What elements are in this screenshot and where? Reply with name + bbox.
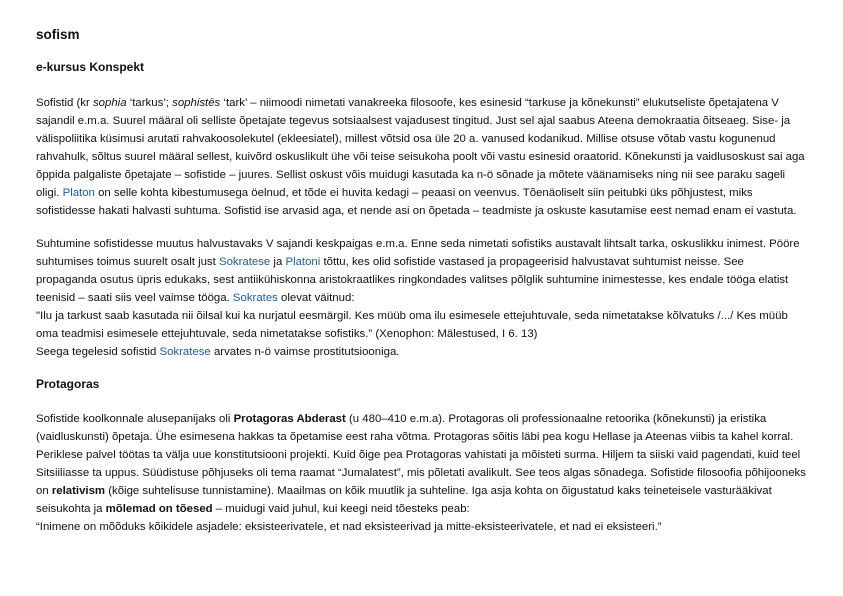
section-heading-protagoras: Protagoras (36, 377, 100, 391)
paragraph-protagoras (36, 410, 807, 536)
text-run: Sofistid (kr (36, 97, 93, 109)
page-title: sofism (36, 27, 80, 42)
paragraph-attitude (36, 235, 807, 361)
page-subtitle: e-kursus Konspekt (36, 60, 145, 74)
text-run: ja (270, 256, 286, 268)
text-run: Seega tegelesid sofistid (36, 346, 160, 358)
text-run: arvates n-ö vaimse prostitutsiooniga. (210, 346, 400, 358)
text-run: – muidugi vaid juhul, kui keegi neid tõesteks peab: (212, 503, 470, 515)
link-platon[interactable]: Platon (62, 187, 95, 199)
text-run: on selle kohta kibestumusega öelnud, et tõde ei huvita kedagi – peaasi on veenvus. Tõenäoliselt siin peitubki üks põhjustest, miks sofistidesse hakati halvasti suhtuma. Sofistid ise arvasid aga, et nende asi on õpetada – teadmiste ja oskuste kasutamise eest nemad enam ei vastuta. (36, 187, 797, 217)
text-run: ‘tark’ – niimoodi nimetati vanakreeka filosoofe, kes esinesid “tarkuse ja kõnekunsti” elukutseliste õpetajatena V sajandil e.m.a. Suurel määral oli selliste õpetajate tegevus sotsiaalsest vajadusest tingitud. Just sel ajal saabus Ateena demokraatia õitseaeg. Sise- ja välispoliitika küsimusi arutati rahvakoosolekutel (ekleesiatel), millest võtsid osa üle 20 a. vanused kodanikud. Millise otsuse võtab vastu kogunenud rahvahulk, sõltus suurel määral sellest, kuivõrd oskuslikult ühe või teise seisukoha poolt või vastu esinesid oraatorid. Kõnekunsti ja vaidlusoskust sai aga õppida palgaliste õpetajate – sofistide – juures. Sellist oskust võis muidugi kasutada ka n-ö sõnade ja mõtete väänamiseks ning nii see paraku sageli oligi. (36, 97, 805, 199)
italic-term-sophia: sophia (92, 97, 127, 109)
paragraph-intro (36, 94, 807, 220)
italic-term-sophistes: sophistēs (172, 97, 221, 109)
text-run: tõttu, kes olid sofistide vastased ja propageerisid halvustavat suhtumist neisse. See propaganda osutus üpris edukaks, sest antiikühiskonna aristokraatlikes ringkondades valitses põlglik suhtumine inimestesse, kes endale tööga elatist teenisid – saati siis veel vaimse tööga. (36, 256, 789, 304)
quote-protagoras: “Inimene on mõõduks kõikidele asjadele: eksisteerivatele, et nad eksisteerivad ja mitte-eksisteerivatele, et nad ei eksisteeri.” (36, 521, 662, 533)
link-sokrates[interactable]: Sokrates (232, 292, 278, 304)
link-sokratese-2[interactable]: Sokratese (159, 346, 211, 358)
bold-protagoras-abderast: Protagoras Abderast (233, 413, 346, 425)
text-run: (kõige suhtelisuse tunnistamine). Maailmas on kõik muutlik ja suhteline. Iga asja kohta on õigustatud kaks teineteisele vasturääkivat seisukohta ja (36, 485, 772, 515)
text-run: olevat väitnud: (277, 292, 355, 304)
bold-molemad-on-toesed: mõlemad on tõesed (105, 503, 213, 515)
text-run: Suhtumine sofistidesse muutus halvustavaks V sajandi keskpaigas e.m.a. Enne seda nimetati sofistiks austavalt lihtsalt tarka, oskuslikku inimest. Pööre suhtumises toimus suurelt osalt just (36, 238, 800, 268)
text-run: (u 480–410 e.m.a). Protagoras oli professionaalne retoorika (kõnekunsti) ja eristika (vaidluskunsti) õpetaja. Ühe esimesena hakkas ta õpetamise eest raha võtma. Protagoras sõitis läbi pea kogu Hellase ja Ateenas viibis ta kahel korral. Periklese palvel töötas ta välja uue konstitutsiooni projekti. Kuid õige pea Protagoras vahistati ja mõisteti surma. Hiljem ta siiski vaid pagendati, kuid teel Sitsiiliasse ta uppus. Süüdistuse põhjuseks oli tema raamat “Jumalatest”, mis põletati avalikult. See teos algas sõnadega. Sofistide filosoofia põhijooneks on (36, 413, 806, 497)
quote-xenophon: "Ilu ja tarkust saab kasutada nii õilsal kui ka nurjatul eesmärgil. Kes müüb oma ilu esimesele ettejuhtuvale, seda nimetatakse kõlvatuks /.../ Kes müüb oma teadmisi esimesele ettejuhtuvale, seda nimetatakse sofistiks.” (Xenophon: Mälestused, I 6. 13) (36, 310, 788, 340)
link-sokratese[interactable]: Sokratese (218, 256, 271, 268)
link-platoni[interactable]: Platoni (285, 256, 321, 268)
text-run: Sofistide koolkonnale alusepanijaks oli (36, 413, 234, 425)
text-run: ‘tarkus’; (126, 97, 173, 109)
bold-relativism: relativism (51, 485, 106, 497)
